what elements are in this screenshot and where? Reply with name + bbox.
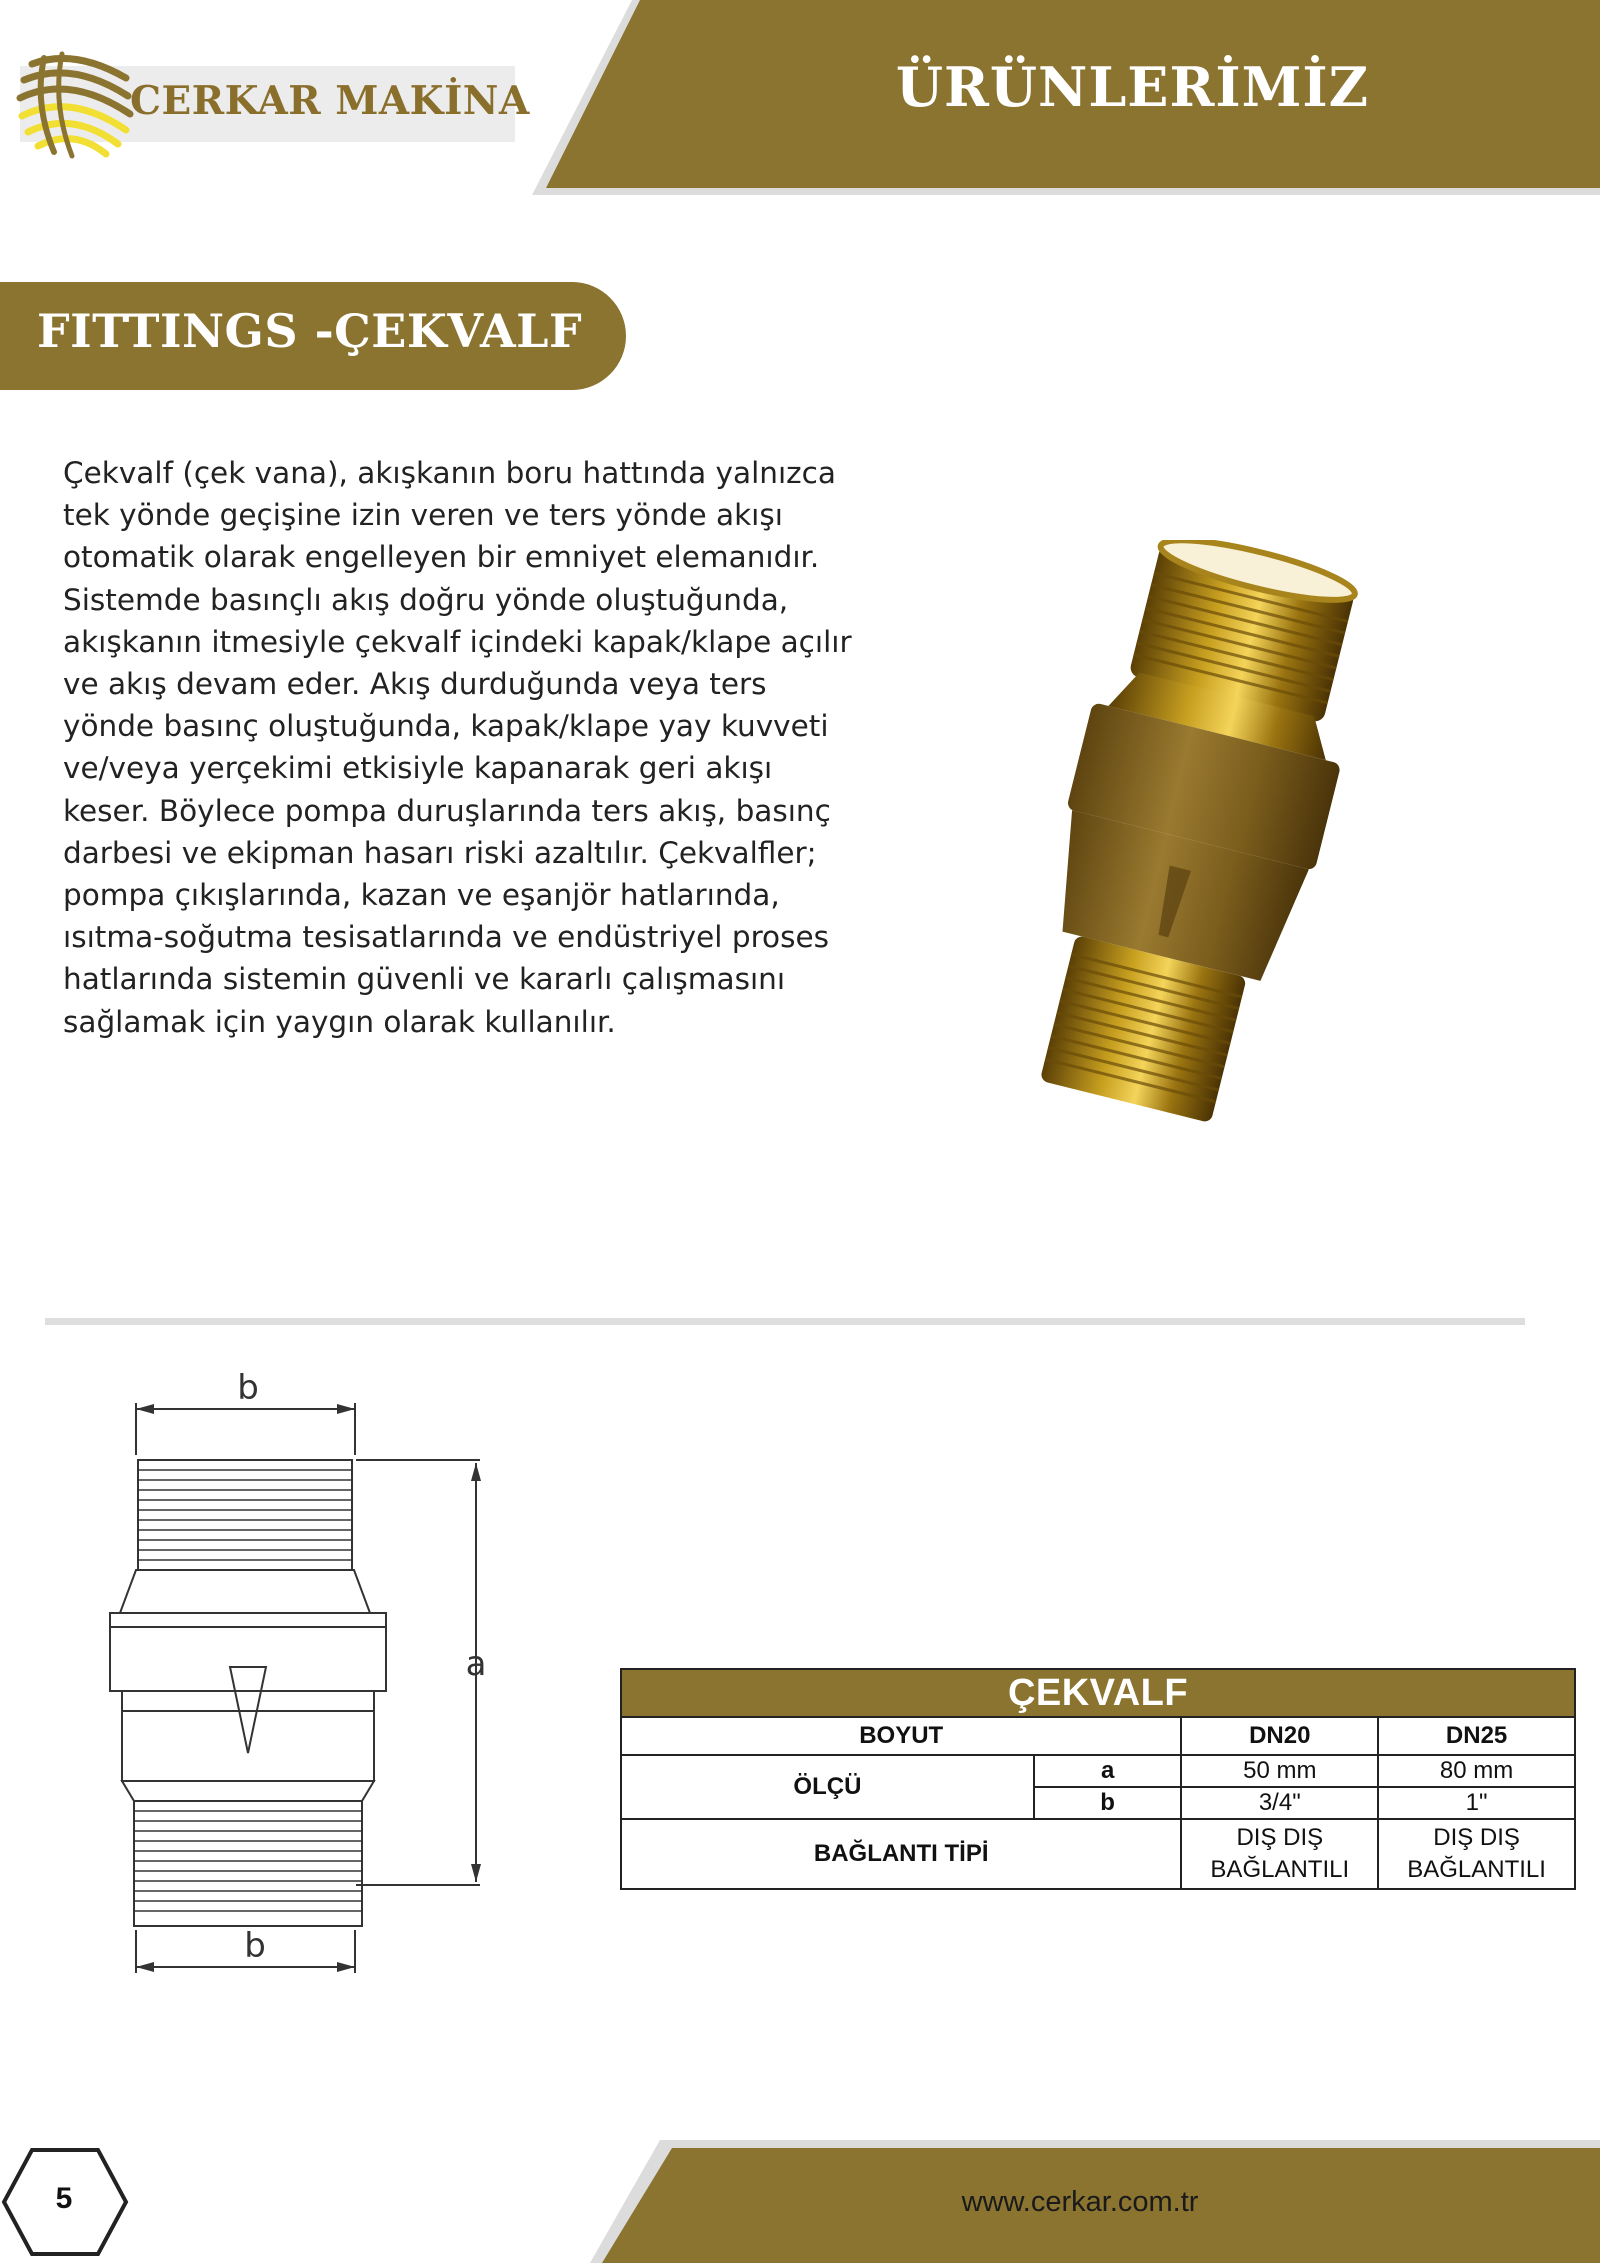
page-number: 5 (55, 2182, 73, 2215)
table-title: ÇEKVALF (621, 1669, 1575, 1717)
row-a-dn20: 50 mm (1181, 1755, 1378, 1787)
olcu-label: ÖLÇÜ (621, 1755, 1034, 1819)
footer-band (0, 2140, 1600, 2263)
baglanti-dn25-line1: DIŞ DIŞ (1433, 1824, 1520, 1851)
row-b-dn20: 3/4" (1181, 1787, 1378, 1819)
baglanti-label: BAĞLANTI TİPİ (621, 1819, 1181, 1889)
spec-table (620, 1668, 1576, 1890)
baglanti-dn25-line2: BAĞLANTILI (1407, 1856, 1546, 1883)
row-b-dn25: 1" (1378, 1787, 1575, 1819)
check-valve-photo (960, 540, 1420, 1160)
column-dn25: DN25 (1378, 1717, 1575, 1755)
product-description: Çekvalf (çek vana), akışkanın boru hattında yalnızca tek yönde geçişine izin veren ve ters yönde akışı otomatik olarak engelleyen bir emniyet elemanıdır. Sistemde basınçlı akış doğru yönde oluştuğunda, akışkanın itmesiyle çekvalf içindeki kapak/klape açılır ve akış devam eder. Akış durduğunda veya ters yönde basınç oluştuğunda, kapak/klape yay kuvveti ve/veya yerçekimi etkisiyle kapanarak geri akışı keser. Böylece pompa duruşlarında ters akış, basınç darbesi ve ekipman hasarı riski azaltılır. Çekvalfler; pompa çıkışlarında, kazan ve eşanjör hatlarında, ısıtma-soğutma tesisatlarında ve endüstriyel proses hatlarında sistemin güvenli ve kararlı çalışmasını sağlamak için yaygın olarak kullanılır. (63, 456, 852, 1039)
baglanti-dn20 (1181, 1819, 1378, 1889)
dimension-b-top: b (237, 1368, 259, 1408)
baglanti-dn25 (1378, 1819, 1575, 1889)
baglanti-dn20-line2: BAĞLANTILI (1210, 1856, 1350, 1883)
technical-drawing (100, 1355, 520, 1975)
section-title: FITTINGS -ÇEKVALF (37, 304, 583, 358)
row-a-dn25: 80 mm (1378, 1755, 1575, 1787)
boyut-label: BOYUT (621, 1717, 1181, 1755)
brand-name: CERKAR MAKİNA (130, 78, 530, 124)
row-b-label: b (1034, 1787, 1182, 1819)
row-a-label: a (1034, 1755, 1182, 1787)
dimension-a: a (465, 1644, 487, 1684)
page-title: ÜRÜNLERİMİZ (895, 55, 1370, 119)
footer-website-link[interactable]: www.cerkar.com.tr (961, 2186, 1199, 2218)
dimension-b-bottom: b (244, 1926, 266, 1966)
column-dn20: DN20 (1181, 1717, 1378, 1755)
baglanti-dn20-line1: DIŞ DIŞ (1236, 1824, 1324, 1851)
section-divider (45, 1318, 1525, 1325)
logo-icon (14, 44, 136, 162)
